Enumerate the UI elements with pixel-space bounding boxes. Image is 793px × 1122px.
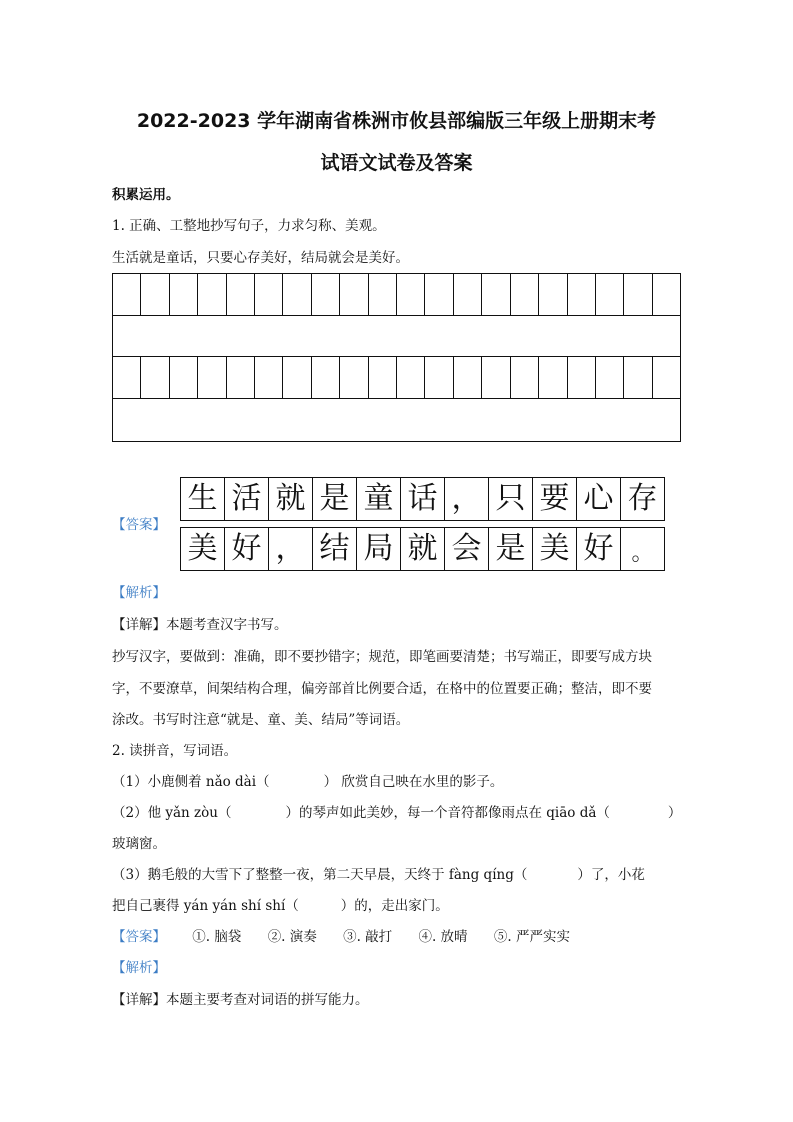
grid-cell [312, 274, 340, 315]
grid-cell [653, 274, 680, 315]
answer-grid-row-2 [180, 527, 665, 571]
q1-analysis-label: 【解析】 [112, 585, 166, 601]
grid-cell [255, 357, 283, 398]
q1-sentence: 生活就是童话，只要心存美好，结局就会是美好。 [112, 250, 409, 266]
answer-grid-row-1 [180, 477, 665, 521]
grid-cell [283, 274, 311, 315]
answer-item: ③. 敲打 [343, 929, 393, 945]
answer-cell: 好 [225, 528, 269, 570]
answer-cell: 是 [489, 528, 533, 570]
grid-cell [624, 357, 652, 398]
q2-prompt: 2. 读拼音，写词语。 [112, 743, 238, 759]
text: （3）鹅毛般的大雪下了整整一夜，第二天早晨，天终于 fàng qíng（ [112, 867, 528, 883]
q2-answer-label: 【答案】 [112, 929, 166, 945]
answer-cell: 童 [357, 478, 401, 520]
q1-explain-line: 字，不要潦草，间架结构合理，偏旁部首比例要合适，在格中的位置要正确；整洁，即不要 [112, 681, 652, 697]
answer-cell: 话 [401, 478, 445, 520]
answer-cell: 会 [445, 528, 489, 570]
answer-cell: 。 [631, 541, 654, 566]
grid-cell [141, 274, 169, 315]
grid-cell [397, 274, 425, 315]
grid-cell [141, 357, 169, 398]
title-line-1: 2022-2023 学年湖南省株洲市攸县部编版三年级上册期末考 [136, 110, 657, 132]
grid-cell [227, 357, 255, 398]
writing-grid-row-1 [112, 273, 681, 316]
grid-cell [227, 274, 255, 315]
answer-cell: 生 [181, 478, 225, 520]
grid-cell [596, 274, 624, 315]
answer-cell: 结 [313, 528, 357, 570]
q2-item-1 [112, 773, 503, 791]
grid-cell [397, 357, 425, 398]
answer-cell: 就 [269, 478, 313, 520]
answer-item: ①. 脑袋 [192, 929, 242, 945]
text: ） 欣赏自己映在水里的影子。 [323, 774, 504, 790]
answer-cell: 好 [577, 528, 621, 570]
grid-cell [454, 274, 482, 315]
answer-cell: 活 [225, 478, 269, 520]
answer-item: ②. 演奏 [267, 929, 317, 945]
q2-item-3 [112, 866, 645, 884]
grid-cell [596, 357, 624, 398]
q2-answers [112, 928, 570, 946]
q2-item-2 [112, 804, 681, 822]
text: 把自己裹得 yán yán shí shí（ [112, 898, 299, 914]
text: ） [667, 805, 682, 821]
grid-cell [568, 274, 596, 315]
text: ）的，走出家门。 [340, 898, 449, 914]
title-line-2: 试语文试卷及答案 [320, 152, 473, 174]
answer-cell: 美 [533, 528, 577, 570]
grid-cell [198, 357, 226, 398]
q2-item-3-cont [112, 897, 449, 915]
grid-cell [340, 274, 368, 315]
grid-cell [369, 274, 397, 315]
grid-cell [539, 357, 567, 398]
q1-explain-line: 抄写汉字，要做到：准确，即不要抄错字；规范，即笔画要清楚；书写端正，即要写成方块 [112, 649, 652, 665]
grid-cell [482, 357, 510, 398]
grid-cell [539, 274, 567, 315]
answer-cell: ， [269, 528, 313, 570]
grid-cell [312, 357, 340, 398]
text: （2）他 yǎn zòu（ [112, 805, 232, 821]
grid-cell [425, 357, 453, 398]
answer-cell: 存 [627, 481, 658, 516]
answer-cell: 美 [181, 528, 225, 570]
grid-cell [425, 274, 453, 315]
grid-cell [283, 357, 311, 398]
answer-cell: 只 [489, 478, 533, 520]
q1-prompt: 1. 正确、工整地抄写句子，力求匀称、美观。 [112, 218, 386, 234]
writing-blank-row-2 [112, 398, 681, 442]
q1-explain-line: 涂改。书写时注意“就是、童、美、结局”等词语。 [112, 712, 410, 728]
section-heading: 积累运用。 [112, 187, 180, 203]
text: ）了，小花 [577, 867, 645, 883]
grid-cell [340, 357, 368, 398]
answer-item: ⑤. 严严实实 [493, 929, 570, 945]
grid-cell [170, 357, 198, 398]
writing-grid-row-2 [112, 356, 681, 399]
grid-cell [511, 274, 539, 315]
q2-detail: 【详解】本题主要考查对词语的拼写能力。 [112, 992, 369, 1008]
grid-cell [482, 274, 510, 315]
grid-cell [170, 274, 198, 315]
text: ）的琴声如此美妙，每一个音符都像雨点在 qiāo dǎ（ [285, 805, 610, 821]
grid-cell [454, 357, 482, 398]
answer-cell: 就 [401, 528, 445, 570]
answer-cell: 是 [313, 478, 357, 520]
grid-cell [113, 274, 141, 315]
grid-cell [653, 357, 680, 398]
text: （1）小鹿侧着 nǎo dài（ [112, 774, 270, 790]
grid-cell [369, 357, 397, 398]
writing-blank-row-1 [112, 315, 681, 357]
q1-detail: 【详解】本题考查汉字书写。 [112, 617, 288, 633]
answer-cell: 心 [577, 478, 621, 520]
grid-cell [198, 274, 226, 315]
q2-item-2-cont: 玻璃窗。 [112, 836, 166, 852]
q1-answer-label: 【答案】 [112, 517, 166, 533]
grid-cell [255, 274, 283, 315]
answer-cell: ， [445, 478, 489, 520]
grid-cell [568, 357, 596, 398]
grid-cell [624, 274, 652, 315]
answer-cell: 局 [357, 528, 401, 570]
grid-cell [511, 357, 539, 398]
grid-cell [113, 357, 141, 398]
q2-analysis-label: 【解析】 [112, 960, 166, 976]
answer-cell: 要 [533, 478, 577, 520]
answer-item: ④. 放晴 [418, 929, 468, 945]
